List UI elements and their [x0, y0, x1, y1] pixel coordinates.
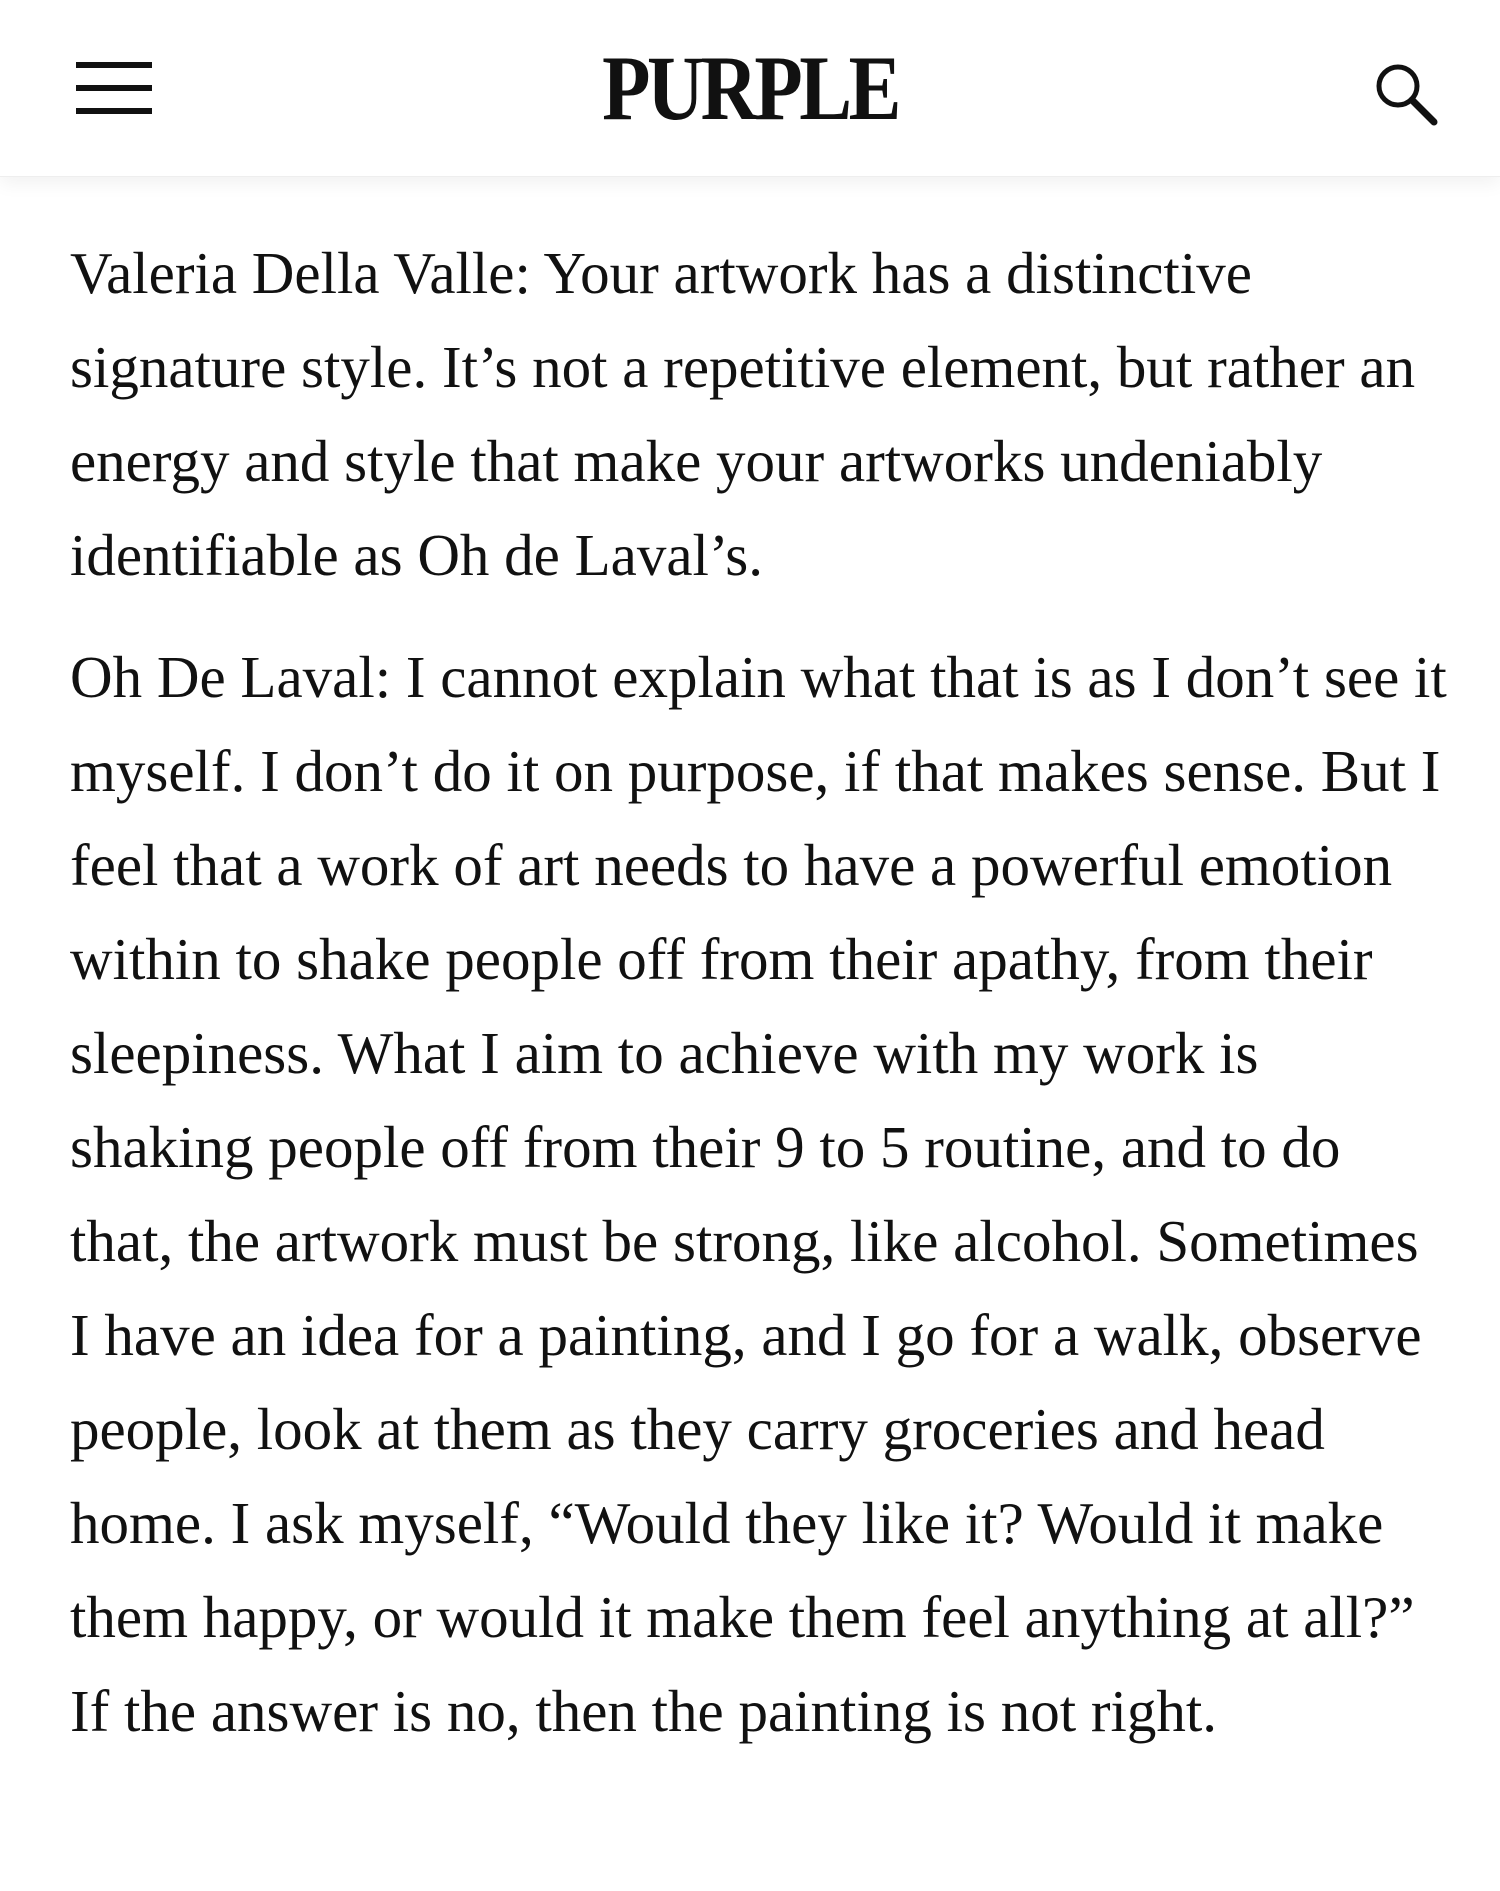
- site-header: [0, 0, 1500, 177]
- menu-icon-bar: [76, 62, 152, 68]
- menu-icon-bar: [76, 85, 152, 91]
- article-body: [70, 226, 1450, 1786]
- menu-button[interactable]: [60, 52, 160, 124]
- site-logo[interactable]: PURPLE: [602, 37, 898, 139]
- article-paragraph-question: Valeria Della Valle: Your artwork has a distinctive signature style. It’s not a repetitive element, but rather an energy and style that make your artworks undeniably identifiable as Oh de Laval’s.: [70, 240, 1416, 588]
- article-paragraph-answer: Oh De Laval: I cannot explain what that is as I don’t see it myself. I don’t do it on purpose, if that makes sense. But I feel that a work of art needs to have a powerful emotion within to shake people off from their apathy, from their sleepiness. What I aim to achieve with my work is shaking people off from their 9 to 5 routine, and to do that, the artwork must be strong, like alcohol. Sometimes I have an idea for a painting, and I go for a walk, observe people, look at them as they carry groceries and head home. I ask myself, “Would they like it? Would it make them happy, or would it make them feel anything at all?” If the answer is no, then the painting is not right.: [70, 644, 1447, 1744]
- search-button[interactable]: [1360, 48, 1450, 138]
- menu-icon-bar: [76, 108, 152, 114]
- search-icon: [1360, 48, 1450, 138]
